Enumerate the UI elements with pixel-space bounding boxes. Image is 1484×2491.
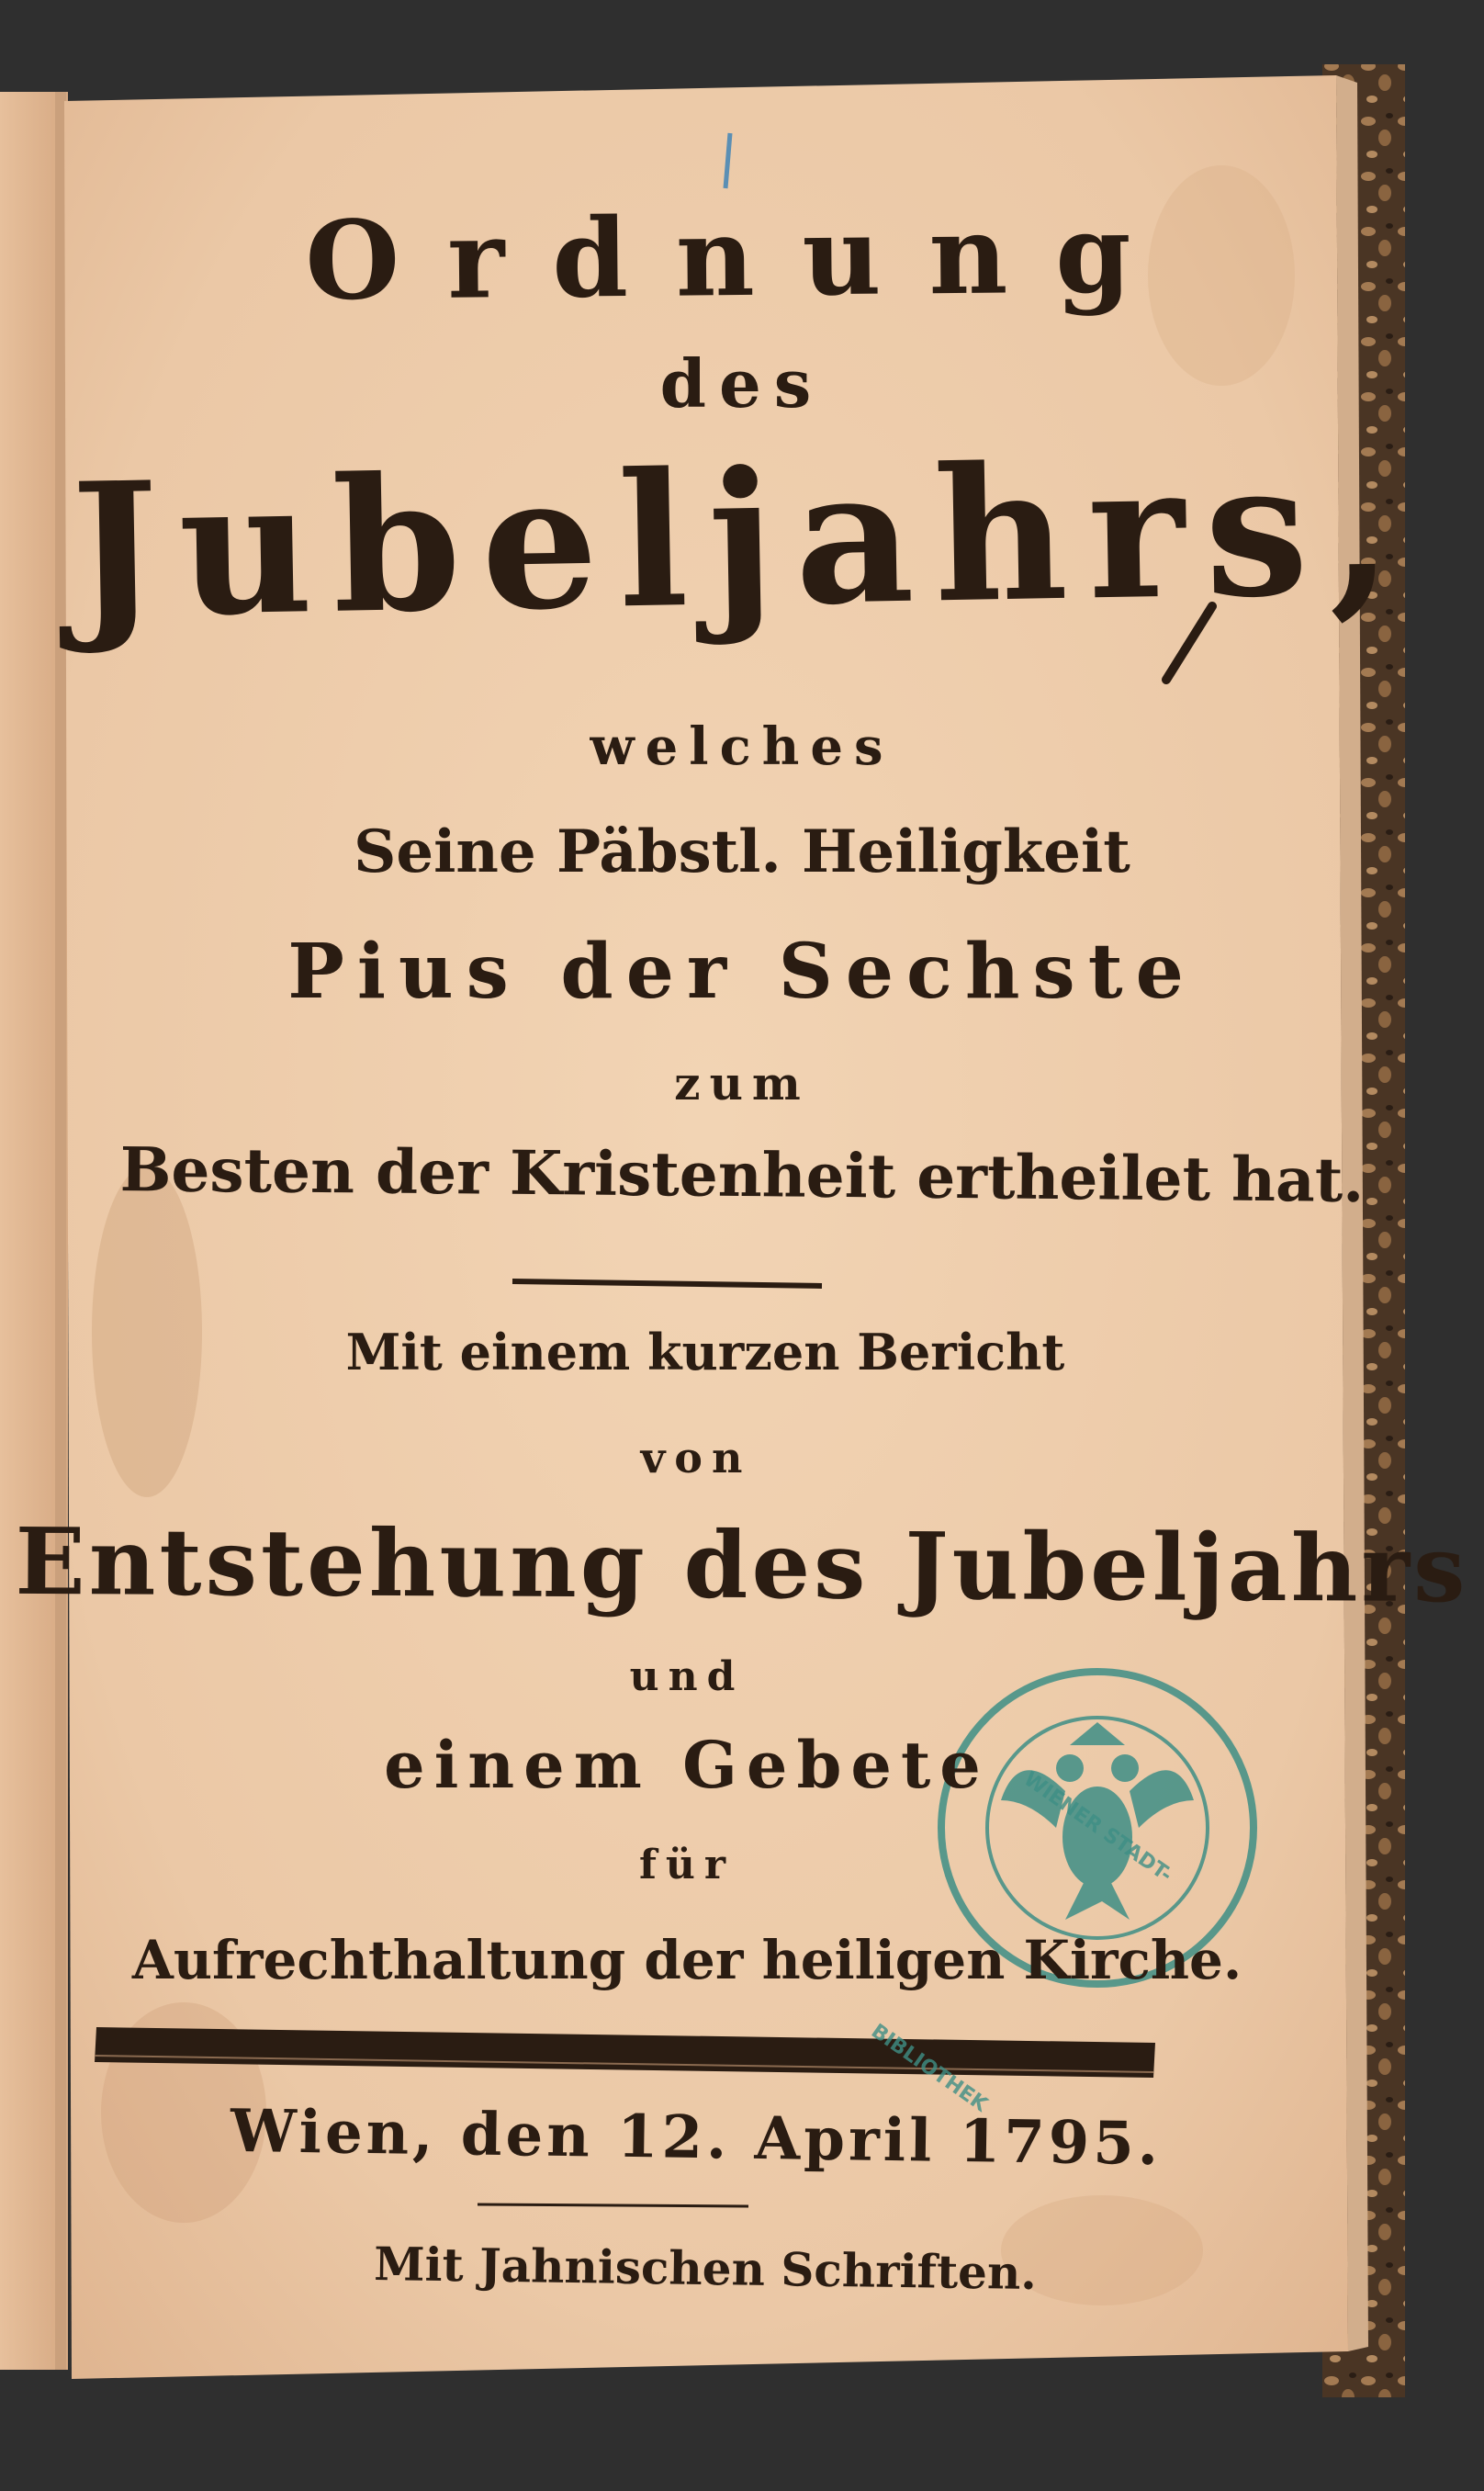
stamp-text: WIENER STADT-BIBLIOTHEK — [866, 1767, 1176, 2117]
line-von: von — [640, 1433, 752, 1482]
rule-thin — [478, 2204, 748, 2206]
line-pope: Pius der Sechste — [287, 928, 1197, 1016]
line-holiness: Seine Päbstl. Heiligkeit — [354, 817, 1130, 886]
line-report-intro: Mit einem kurzen Bericht — [345, 1323, 1065, 1381]
title-jubeljahrs: Jubeljahrs, — [70, 420, 1414, 659]
title-ordnung: Ordnung — [304, 188, 1180, 325]
line-purpose: Besten der Kristenheit ertheilet hat. — [119, 1133, 1365, 1216]
line-welches: welches — [590, 716, 894, 777]
line-prayer: einem Gebete — [384, 1727, 990, 1803]
imprint-printer: Mit Jahnischen Schriften. — [373, 2236, 1038, 2301]
line-und: und — [629, 1653, 745, 1700]
line-des: des — [659, 344, 825, 423]
line-zum: zum — [674, 1056, 810, 1110]
imprint-place-date: Wien, den 12. April 1795. — [230, 2096, 1163, 2180]
line-church: Aufrechthaltung der heiligen Kirche. — [131, 1929, 1242, 1991]
line-origin: Entstehung des Jubeljahrs — [15, 1506, 1469, 1624]
line-fuer: für — [638, 1842, 736, 1888]
